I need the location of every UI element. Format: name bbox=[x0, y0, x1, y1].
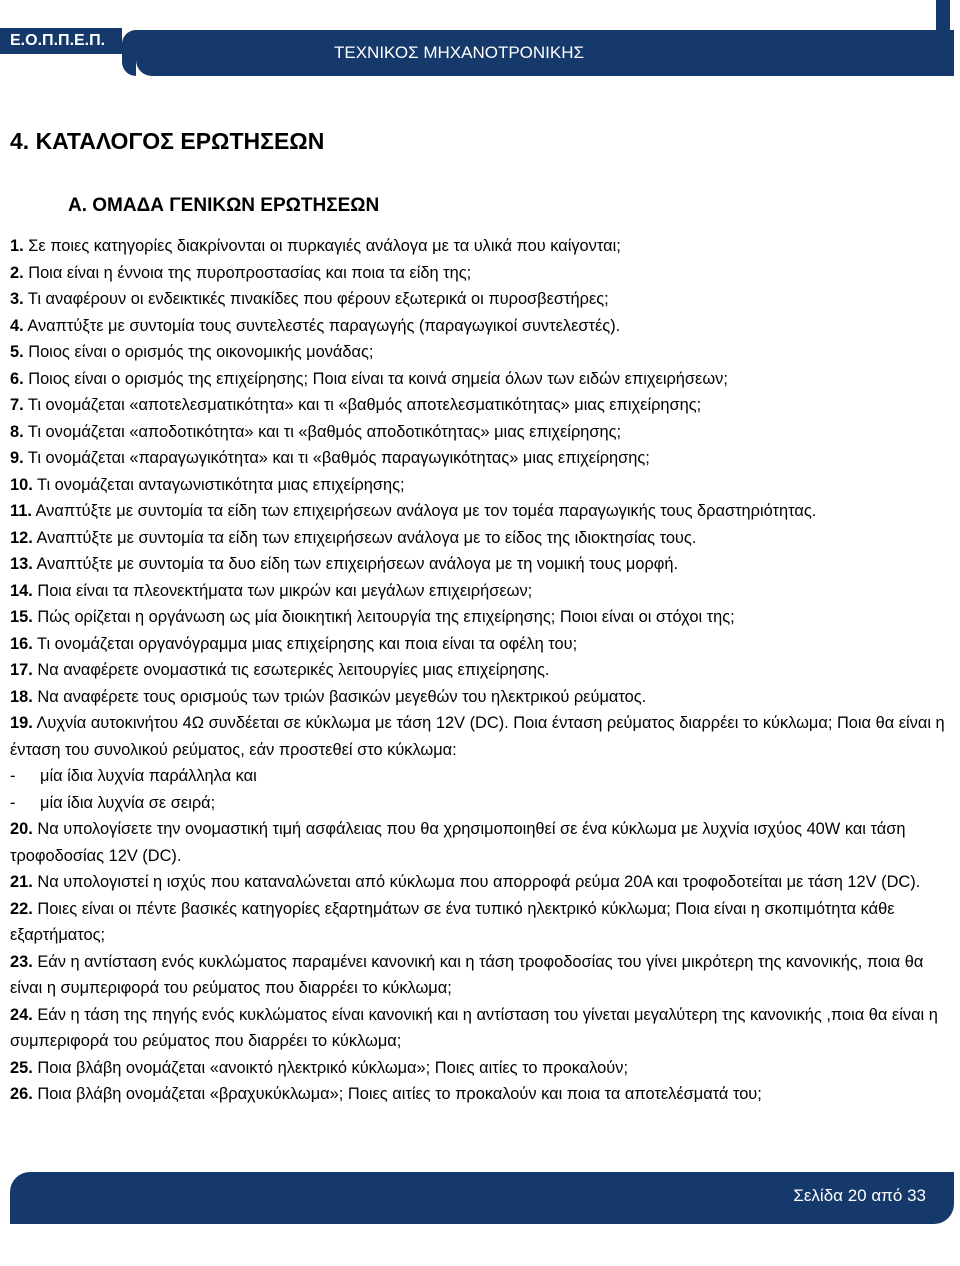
question-text: Τι αναφέρουν οι ενδεικτικές πινακίδες που φέρουν εξωτερικά οι πυροσβεστήρες; bbox=[23, 290, 609, 308]
question-number: 23. bbox=[10, 952, 33, 971]
page-title: 4. ΚΑΤΑΛΟΓΟΣ ΕΡΩΤΗΣΕΩΝ bbox=[10, 128, 325, 154]
question-number: 1. bbox=[10, 237, 24, 255]
question-item bbox=[10, 1081, 950, 1108]
question-number: 16. bbox=[10, 634, 33, 653]
question-number: 2. bbox=[10, 263, 24, 282]
question-item bbox=[10, 445, 950, 472]
question-item bbox=[10, 233, 950, 260]
question-text: Ποια είναι η έννοια της πυροπροστασίας και ποια τα είδη της; bbox=[23, 263, 472, 282]
question-text: Να αναφέρετε τους ορισμούς των τριών βασικών μεγεθών του ηλεκτρικού ρεύματος. bbox=[32, 687, 647, 706]
question-item bbox=[10, 392, 950, 419]
question-number: 13. bbox=[10, 555, 33, 573]
question-item bbox=[10, 657, 950, 684]
question-number: 7. bbox=[10, 396, 24, 414]
section-title: Α. ΟΜΑΔΑ ΓΕΝΙΚΩΝ ΕΡΩΤΗΣΕΩΝ bbox=[68, 195, 380, 216]
question-item bbox=[10, 816, 950, 869]
question-item bbox=[10, 896, 950, 949]
question-item bbox=[10, 631, 950, 658]
question-item bbox=[10, 472, 950, 499]
header-title-bar bbox=[136, 30, 954, 76]
question-number: 21. bbox=[10, 873, 33, 891]
question-text: Ποιες είναι οι πέντε βασικές κατηγορίες εξαρτημάτων σε ένα τυπικό ηλεκτρικό κύκλωμα; Ποια είναι η σκοπιμότητα κάθε εξαρτήματος; bbox=[10, 899, 895, 944]
question-item bbox=[10, 949, 950, 1002]
question-text: μία ίδια λυχνία σε σειρά; bbox=[40, 793, 216, 812]
question-item bbox=[10, 1055, 950, 1082]
question-item bbox=[10, 710, 950, 763]
question-item bbox=[10, 339, 950, 366]
question-item bbox=[10, 763, 950, 790]
question-text: Σε ποιες κατηγορίες διακρίνονται οι πυρκαγιές ανάλογα με τα υλικά που καίγονται; bbox=[23, 237, 621, 255]
question-item bbox=[10, 869, 950, 896]
question-text: Αναπτύξτε με συντομία τα δυο είδη των επιχειρήσεων ανάλογα με τη νομική τους μορφή. bbox=[32, 555, 679, 573]
question-number: 25. bbox=[10, 1058, 33, 1077]
question-number: 18. bbox=[10, 687, 33, 706]
question-number: 4. bbox=[10, 316, 24, 335]
question-item bbox=[10, 419, 950, 446]
question-item bbox=[10, 551, 950, 578]
question-text: Ποιος είναι ο ορισμός της οικονομικής μονάδας; bbox=[23, 343, 374, 361]
question-text: Εάν η τάση της πηγής ενός κυκλώματος είναι κανονική και η αντίσταση του γίνεται μεγαλύτερη της κανονικής ,ποια θα είναι η συμπεριφορά του ρεύματος που διαρρέει το κύκλωμα; bbox=[10, 1005, 938, 1050]
question-number: 26. bbox=[10, 1085, 33, 1103]
question-number: - bbox=[10, 793, 16, 812]
question-text: Πώς ορίζεται η οργάνωση ως μία διοικητική λειτουργία της επιχείρησης; Ποιοι είναι οι στόχοι της; bbox=[32, 608, 735, 626]
question-number: 15. bbox=[10, 608, 33, 626]
question-number: 20. bbox=[10, 820, 33, 838]
question-item bbox=[10, 525, 950, 552]
question-item bbox=[10, 260, 950, 287]
question-text: Λυχνία αυτοκινήτου 4Ω συνδέεται σε κύκλωμα με τάση 12V (DC). Ποια ένταση ρεύματος διαρρέει το κύκλωμα; Ποια θα είναι η ένταση του συνολικού ρεύματος, εάν προστεθεί στο κύκλωμα: bbox=[10, 714, 945, 759]
question-text: Τι ονομάζεται «παραγωγικότητα» και τι «βαθμός παραγωγικότητας» μιας επιχείρησης; bbox=[23, 449, 650, 467]
question-number: - bbox=[10, 767, 16, 785]
question-item bbox=[10, 498, 950, 525]
question-item bbox=[10, 1002, 950, 1055]
question-number: 12. bbox=[10, 528, 33, 547]
question-list bbox=[10, 233, 950, 1108]
question-text: Ποια είναι τα πλεονεκτήματα των μικρών και μεγάλων επιχειρήσεων; bbox=[32, 581, 533, 600]
question-text: Αναπτύξτε με συντομία τα είδη των επιχειρήσεων ανάλογα με τον τομέα παραγωγικής τους δραστηριότητας. bbox=[31, 502, 817, 520]
question-text: Τι ονομάζεται «αποτελεσματικότητα» και τι «βαθμός αποτελεσματικότητας» μιας επιχείρησης; bbox=[23, 396, 702, 414]
question-text: Ποιος είναι ο ορισμός της επιχείρησης; Ποια είναι τα κοινά σημεία όλων των ειδών επιχειρήσεων; bbox=[23, 369, 728, 388]
question-text: Εάν η αντίσταση ενός κυκλώματος παραμένει κανονική και η τάση τροφοδοσίας του γίνει μικρότερη της κανονικής, ποια θα είναι η συμπεριφορά του ρεύματος που διαρρέει το κύκλωμα; bbox=[10, 952, 924, 997]
question-number: 8. bbox=[10, 422, 24, 441]
question-item bbox=[10, 313, 950, 340]
header-org: Ε.Ο.Π.Π.Ε.Π. bbox=[0, 28, 122, 54]
question-text: Να υπολογιστεί η ισχύς που καταναλώνεται από κύκλωμα που απορροφά ρεύμα 20Α και τροφοδοτείται με τάση 12V (DC). bbox=[32, 873, 921, 891]
question-number: 6. bbox=[10, 369, 24, 388]
header-title: ΤΕΧΝΙΚΟΣ ΜΗΧΑΝΟΤΡΟΝΙΚΗΣ bbox=[334, 43, 585, 62]
question-item bbox=[10, 604, 950, 631]
question-text: Τι ονομάζεται οργανόγραμμα μιας επιχείρησης και ποια είναι τα οφέλη του; bbox=[32, 634, 578, 653]
question-item bbox=[10, 790, 950, 817]
question-number: 14. bbox=[10, 581, 33, 600]
header-tab-decoration bbox=[936, 0, 950, 36]
question-text: Αναπτύξτε με συντομία τους συντελεστές παραγωγής (παραγωγικοί συντελεστές). bbox=[23, 316, 621, 335]
question-item bbox=[10, 366, 950, 393]
question-text: Να υπολογίσετε την ονομαστική τιμή ασφάλειας που θα χρησιμοποιηθεί σε ένα κύκλωμα με λυχνία ισχύος 40W και τάση τροφοδοσίας 12V (DC). bbox=[10, 820, 906, 865]
question-item bbox=[10, 578, 950, 605]
question-number: 5. bbox=[10, 343, 24, 361]
question-number: 3. bbox=[10, 290, 24, 308]
page-number: Σελίδα 20 από 33 bbox=[793, 1186, 926, 1205]
question-text: Να αναφέρετε ονομαστικά τις εσωτερικές λειτουργίες μιας επιχείρησης. bbox=[32, 661, 550, 679]
question-number: 11. bbox=[10, 502, 32, 520]
question-text: Τι ονομάζεται «αποδοτικότητα» και τι «βαθμός αποδοτικότητας» μιας επιχείρησης; bbox=[23, 422, 622, 441]
question-text: Ποια βλάβη ονομάζεται «βραχυκύκλωμα»; Ποιες αιτίες το προκαλούν και ποια τα αποτελέσματά του; bbox=[32, 1085, 762, 1103]
question-number: 22. bbox=[10, 899, 33, 918]
question-text: Τι ονομάζεται ανταγωνιστικότητα μιας επιχείρησης; bbox=[32, 475, 405, 494]
question-number: 17. bbox=[10, 661, 33, 679]
question-number: 9. bbox=[10, 449, 24, 467]
question-item bbox=[10, 286, 950, 313]
question-text: Αναπτύξτε με συντομία τα είδη των επιχειρήσεων ανάλογα με το είδος της ιδιοκτησίας τους. bbox=[32, 528, 697, 547]
question-number: 10. bbox=[10, 475, 33, 494]
question-item bbox=[10, 684, 950, 711]
question-text: Ποια βλάβη ονομάζεται «ανοικτό ηλεκτρικό κύκλωμα»; Ποιες αιτίες το προκαλούν; bbox=[32, 1058, 629, 1077]
question-text: μία ίδια λυχνία παράλληλα και bbox=[40, 767, 257, 785]
question-number: 24. bbox=[10, 1005, 33, 1024]
question-number: 19. bbox=[10, 714, 33, 732]
